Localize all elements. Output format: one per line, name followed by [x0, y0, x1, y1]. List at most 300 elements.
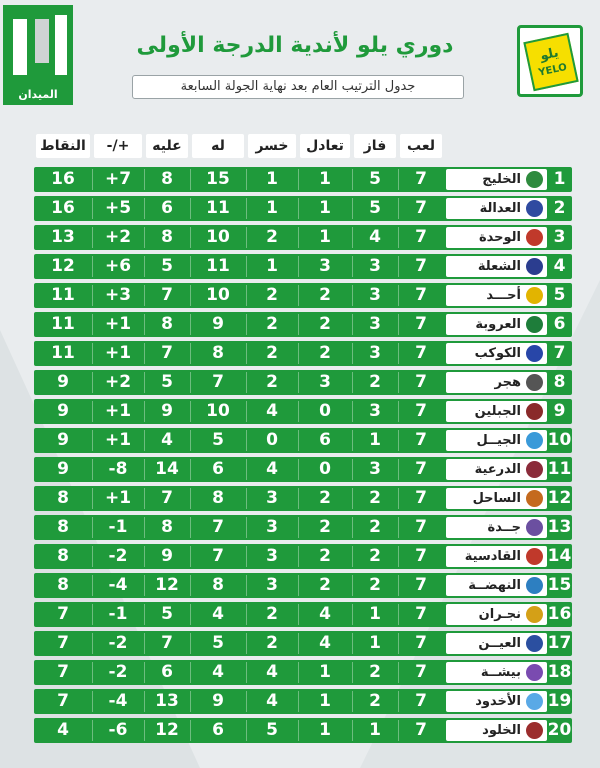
won-cell: 3 [369, 314, 381, 334]
goals-for-cell: 8 [212, 575, 224, 595]
column-divider [398, 256, 399, 277]
rank-cell: 17 [547, 633, 572, 653]
goals-against-cell: 13 [155, 691, 179, 711]
won-cell: 2 [369, 575, 381, 595]
team-name: الوحدة [478, 230, 521, 245]
goals-against-cell: 4 [161, 430, 173, 450]
column-divider [246, 256, 247, 277]
won-cell: 1 [369, 430, 381, 450]
rank-cell: 20 [547, 720, 572, 740]
won-cell: 3 [369, 401, 381, 421]
rank-cell: 9 [553, 401, 566, 421]
team-cell [446, 604, 547, 625]
column-divider [352, 662, 353, 683]
column-divider [92, 343, 93, 364]
team-name: هجر [494, 375, 521, 390]
draw-cell: 2 [319, 488, 331, 508]
column-divider [144, 401, 145, 422]
team-cell [446, 691, 547, 712]
played-cell: 7 [415, 546, 427, 566]
column-divider [246, 343, 247, 364]
goals-for-cell: 6 [212, 720, 224, 740]
column-divider [92, 372, 93, 393]
column-divider [190, 314, 191, 335]
column-divider [144, 256, 145, 277]
points-cell: 9 [57, 430, 69, 450]
column-divider [92, 227, 93, 248]
logo-bar [55, 15, 67, 75]
goal-diff-cell: +5 [104, 198, 132, 218]
team-badge-icon [526, 664, 543, 681]
column-divider [190, 575, 191, 596]
column-divider [246, 198, 247, 219]
column-divider [298, 604, 299, 625]
points-cell: 16 [51, 169, 75, 189]
draw-cell: 2 [319, 517, 331, 537]
points-cell: 9 [57, 372, 69, 392]
team-name: الخليج [482, 172, 521, 187]
goals-against-cell: 5 [161, 604, 173, 624]
goal-diff-cell: +1 [104, 488, 132, 508]
goals-for-cell: 5 [212, 633, 224, 653]
draw-cell: 1 [319, 198, 331, 218]
draw-cell: 2 [319, 314, 331, 334]
column-divider [190, 720, 191, 741]
column-divider [352, 604, 353, 625]
team-name: الكوكب [474, 346, 521, 361]
column-divider [398, 227, 399, 248]
team-badge-icon [526, 461, 543, 478]
team-cell [446, 459, 547, 480]
played-cell: 7 [415, 372, 427, 392]
table-row [34, 428, 572, 453]
column-divider [92, 633, 93, 654]
logo-bar [35, 19, 49, 63]
lost-cell: 5 [266, 720, 278, 740]
points-cell: 7 [57, 633, 69, 653]
column-divider [352, 198, 353, 219]
column-divider [246, 430, 247, 451]
goals-for-cell: 10 [206, 227, 230, 247]
points-cell: 7 [57, 691, 69, 711]
played-cell: 7 [415, 575, 427, 595]
draw-cell: 1 [319, 227, 331, 247]
lost-cell: 2 [266, 633, 278, 653]
lost-cell: 2 [266, 604, 278, 624]
column-divider [298, 372, 299, 393]
team-name: الجبلين [474, 404, 521, 419]
column-divider [352, 691, 353, 712]
won-cell: 4 [369, 227, 381, 247]
team-name: الجيــل [476, 433, 521, 448]
won-cell: 2 [369, 691, 381, 711]
goal-diff-cell: -8 [108, 459, 128, 479]
goals-for-cell: 5 [212, 430, 224, 450]
goal-diff-cell: -1 [108, 517, 128, 537]
team-name: العروبة [475, 317, 521, 332]
team-cell [446, 575, 547, 596]
team-cell [446, 227, 547, 248]
points-cell: 12 [51, 256, 75, 276]
lost-cell: 2 [266, 314, 278, 334]
page-subtitle: جدول الترتيب العام بعد نهاية الجولة السابعة [132, 75, 464, 99]
rank-cell: 7 [553, 343, 566, 363]
lost-cell: 2 [266, 343, 278, 363]
goal-diff-cell: -4 [108, 575, 128, 595]
draw-cell: 6 [319, 430, 331, 450]
lost-cell: 3 [266, 546, 278, 566]
team-name: النهضــة [468, 578, 521, 593]
played-cell: 7 [415, 604, 427, 624]
table-row [34, 486, 572, 511]
draw-cell: 0 [319, 401, 331, 421]
goals-against-cell: 5 [161, 372, 173, 392]
table-row [34, 660, 572, 685]
column-divider [144, 169, 145, 190]
column-divider [246, 459, 247, 480]
column-divider [352, 633, 353, 654]
column-divider [246, 488, 247, 509]
team-badge-icon [526, 171, 543, 188]
team-badge-icon [526, 229, 543, 246]
column-divider [398, 430, 399, 451]
column-divider [190, 343, 191, 364]
column-divider [298, 633, 299, 654]
column-divider [92, 517, 93, 538]
column-divider [246, 575, 247, 596]
column-divider [352, 401, 353, 422]
goals-for-cell: 10 [206, 285, 230, 305]
column-divider [190, 256, 191, 277]
column-divider [92, 546, 93, 567]
goal-diff-cell: +1 [104, 343, 132, 363]
played-cell: 7 [415, 430, 427, 450]
column-divider [190, 227, 191, 248]
team-name: الشعلة [477, 259, 521, 274]
column-divider [144, 459, 145, 480]
won-cell: 3 [369, 256, 381, 276]
rank-cell: 2 [553, 198, 566, 218]
column-divider [298, 720, 299, 741]
column-divider [398, 546, 399, 567]
yelo-logo-mark [523, 33, 578, 91]
yelo-logo-english: YELO [537, 61, 568, 79]
won-cell: 1 [369, 604, 381, 624]
column-divider [144, 285, 145, 306]
goal-diff-cell: +1 [104, 430, 132, 450]
goal-diff-cell: +7 [104, 169, 132, 189]
goal-diff-cell: -2 [108, 633, 128, 653]
team-cell [446, 633, 547, 654]
won-cell: 2 [369, 517, 381, 537]
played-cell: 7 [415, 198, 427, 218]
column-divider [144, 633, 145, 654]
goals-against-cell: 14 [155, 459, 179, 479]
column-divider [352, 517, 353, 538]
table-row [34, 399, 572, 424]
lost-cell: 2 [266, 227, 278, 247]
column-divider [298, 459, 299, 480]
column-divider [298, 198, 299, 219]
lost-cell: 0 [266, 430, 278, 450]
lost-cell: 3 [266, 517, 278, 537]
column-divider [190, 691, 191, 712]
column-divider [352, 227, 353, 248]
goal-diff-cell: +2 [104, 227, 132, 247]
played-cell: 7 [415, 343, 427, 363]
team-badge-icon [526, 258, 543, 275]
lost-cell: 3 [266, 488, 278, 508]
column-divider [298, 517, 299, 538]
column-divider [352, 285, 353, 306]
table-row [34, 254, 572, 279]
column-divider [398, 691, 399, 712]
rank-cell: 5 [553, 285, 566, 305]
table-row [34, 341, 572, 366]
draw-cell: 1 [319, 169, 331, 189]
table-row [34, 689, 572, 714]
column-divider [92, 256, 93, 277]
table-row [34, 167, 572, 192]
column-divider [298, 169, 299, 190]
column-divider [92, 285, 93, 306]
left-logo-text: الميدان [18, 88, 58, 101]
team-cell [446, 401, 547, 422]
column-divider [246, 314, 247, 335]
goals-against-cell: 7 [161, 285, 173, 305]
points-cell: 8 [57, 517, 69, 537]
points-cell: 8 [57, 575, 69, 595]
goals-for-cell: 7 [212, 546, 224, 566]
goals-for-cell: 8 [212, 488, 224, 508]
team-name: الدرعية [474, 462, 521, 477]
played-cell: 7 [415, 691, 427, 711]
column-divider [298, 662, 299, 683]
team-name: جــدة [487, 520, 521, 535]
table-row [34, 718, 572, 743]
column-divider [92, 488, 93, 509]
column-divider [246, 633, 247, 654]
rank-cell: 15 [547, 575, 572, 595]
rank-cell: 8 [553, 372, 566, 392]
table-row [34, 370, 572, 395]
rank-cell: 16 [547, 604, 572, 624]
played-cell: 7 [415, 401, 427, 421]
draw-cell: 2 [319, 546, 331, 566]
played-cell: 7 [415, 633, 427, 653]
column-divider [92, 198, 93, 219]
points-cell: 9 [57, 459, 69, 479]
won-cell: 2 [369, 488, 381, 508]
column-divider [92, 691, 93, 712]
column-divider [92, 430, 93, 451]
column-divider [398, 488, 399, 509]
column-divider [144, 488, 145, 509]
column-divider [144, 604, 145, 625]
column-divider [398, 633, 399, 654]
column-divider [190, 459, 191, 480]
table-row [34, 196, 572, 221]
rank-cell: 13 [547, 517, 572, 537]
table-row [34, 631, 572, 656]
column-divider [352, 459, 353, 480]
column-divider [190, 285, 191, 306]
goals-for-cell: 9 [212, 314, 224, 334]
lost-cell: 3 [266, 575, 278, 595]
lost-cell: 1 [266, 198, 278, 218]
lost-header: خسر [248, 134, 296, 158]
goals-against-cell: 8 [161, 227, 173, 247]
column-divider [144, 662, 145, 683]
column-divider [352, 430, 353, 451]
column-divider [398, 517, 399, 538]
column-divider [246, 169, 247, 190]
goals-against-cell: 8 [161, 314, 173, 334]
column-divider [144, 430, 145, 451]
goals-against-cell: 5 [161, 256, 173, 276]
column-divider [398, 662, 399, 683]
rank-cell: 19 [547, 691, 572, 711]
column-divider [398, 169, 399, 190]
team-badge-icon [526, 722, 543, 739]
column-divider [92, 720, 93, 741]
goals-against-cell: 12 [155, 575, 179, 595]
column-divider [190, 372, 191, 393]
team-name: القادسية [464, 549, 521, 564]
table-row [34, 515, 572, 540]
column-divider [298, 691, 299, 712]
table-row [34, 283, 572, 308]
column-divider [246, 227, 247, 248]
goals-for-header: له [192, 134, 244, 158]
table-row [34, 602, 572, 627]
column-divider [144, 517, 145, 538]
column-divider [246, 691, 247, 712]
column-divider [298, 314, 299, 335]
column-divider [246, 604, 247, 625]
goals-for-cell: 7 [212, 517, 224, 537]
lost-cell: 1 [266, 169, 278, 189]
lost-cell: 4 [266, 662, 278, 682]
team-badge-icon [526, 606, 543, 623]
goals-against-cell: 7 [161, 488, 173, 508]
goals-against-cell: 12 [155, 720, 179, 740]
team-cell [446, 314, 547, 335]
draw-cell: 2 [319, 285, 331, 305]
played-cell: 7 [415, 169, 427, 189]
team-badge-icon [526, 316, 543, 333]
rank-cell: 11 [547, 459, 572, 479]
lost-cell: 4 [266, 459, 278, 479]
column-divider [144, 691, 145, 712]
draw-cell: 1 [319, 662, 331, 682]
draw-cell: 2 [319, 343, 331, 363]
goals-against-cell: 8 [161, 169, 173, 189]
won-cell: 3 [369, 459, 381, 479]
team-badge-icon [526, 519, 543, 536]
column-divider [246, 517, 247, 538]
points-cell: 11 [51, 285, 75, 305]
rank-cell: 4 [553, 256, 566, 276]
column-divider [246, 546, 247, 567]
team-cell [446, 662, 547, 683]
column-divider [92, 604, 93, 625]
team-name: الأخدود [475, 694, 521, 709]
team-badge-icon [526, 635, 543, 652]
column-divider [190, 546, 191, 567]
team-cell [446, 198, 547, 219]
won-cell: 1 [369, 633, 381, 653]
rank-cell: 1 [553, 169, 566, 189]
goal-diff-cell: -2 [108, 546, 128, 566]
won-cell: 2 [369, 372, 381, 392]
rank-cell: 10 [547, 430, 572, 450]
goal-diff-cell: -6 [108, 720, 128, 740]
team-name: الساحل [472, 491, 521, 506]
team-badge-icon [526, 577, 543, 594]
goal-diff-cell: -1 [108, 604, 128, 624]
played-cell: 7 [415, 227, 427, 247]
draw-cell: 4 [319, 604, 331, 624]
points-cell: 7 [57, 662, 69, 682]
team-badge-icon [526, 345, 543, 362]
column-divider [398, 198, 399, 219]
team-badge-icon [526, 490, 543, 507]
team-cell [446, 343, 547, 364]
column-divider [352, 256, 353, 277]
column-divider [298, 343, 299, 364]
yelo-logo-arabic: يلو [538, 45, 560, 64]
points-cell: 4 [57, 720, 69, 740]
team-badge-icon [526, 287, 543, 304]
column-divider [92, 459, 93, 480]
column-divider [352, 575, 353, 596]
column-divider [298, 430, 299, 451]
lost-cell: 1 [266, 256, 278, 276]
goals-against-cell: 9 [161, 546, 173, 566]
draw-header: تعادل [300, 134, 350, 158]
left-logo [3, 5, 73, 105]
goals-for-cell: 4 [212, 604, 224, 624]
points-cell: 13 [51, 227, 75, 247]
column-divider [144, 343, 145, 364]
table-row [34, 457, 572, 482]
draw-cell: 3 [319, 256, 331, 276]
rank-cell: 18 [547, 662, 572, 682]
points-cell: 7 [57, 604, 69, 624]
goals-for-cell: 11 [206, 256, 230, 276]
team-cell [446, 256, 547, 277]
lost-cell: 2 [266, 372, 278, 392]
played-cell: 7 [415, 662, 427, 682]
column-divider [352, 546, 353, 567]
team-name: أحـــد [486, 288, 521, 303]
team-name: العيــن [478, 636, 521, 651]
column-divider [398, 604, 399, 625]
points-cell: 8 [57, 546, 69, 566]
column-divider [144, 546, 145, 567]
goal-diff-cell: -4 [108, 691, 128, 711]
goals-for-cell: 8 [212, 343, 224, 363]
column-divider [190, 633, 191, 654]
goals-for-cell: 11 [206, 198, 230, 218]
goals-for-cell: 9 [212, 691, 224, 711]
column-divider [298, 488, 299, 509]
team-cell [446, 285, 547, 306]
goal-diff-cell: +1 [104, 401, 132, 421]
goals-against-header: عليه [146, 134, 188, 158]
team-name: نجـران [478, 607, 521, 622]
